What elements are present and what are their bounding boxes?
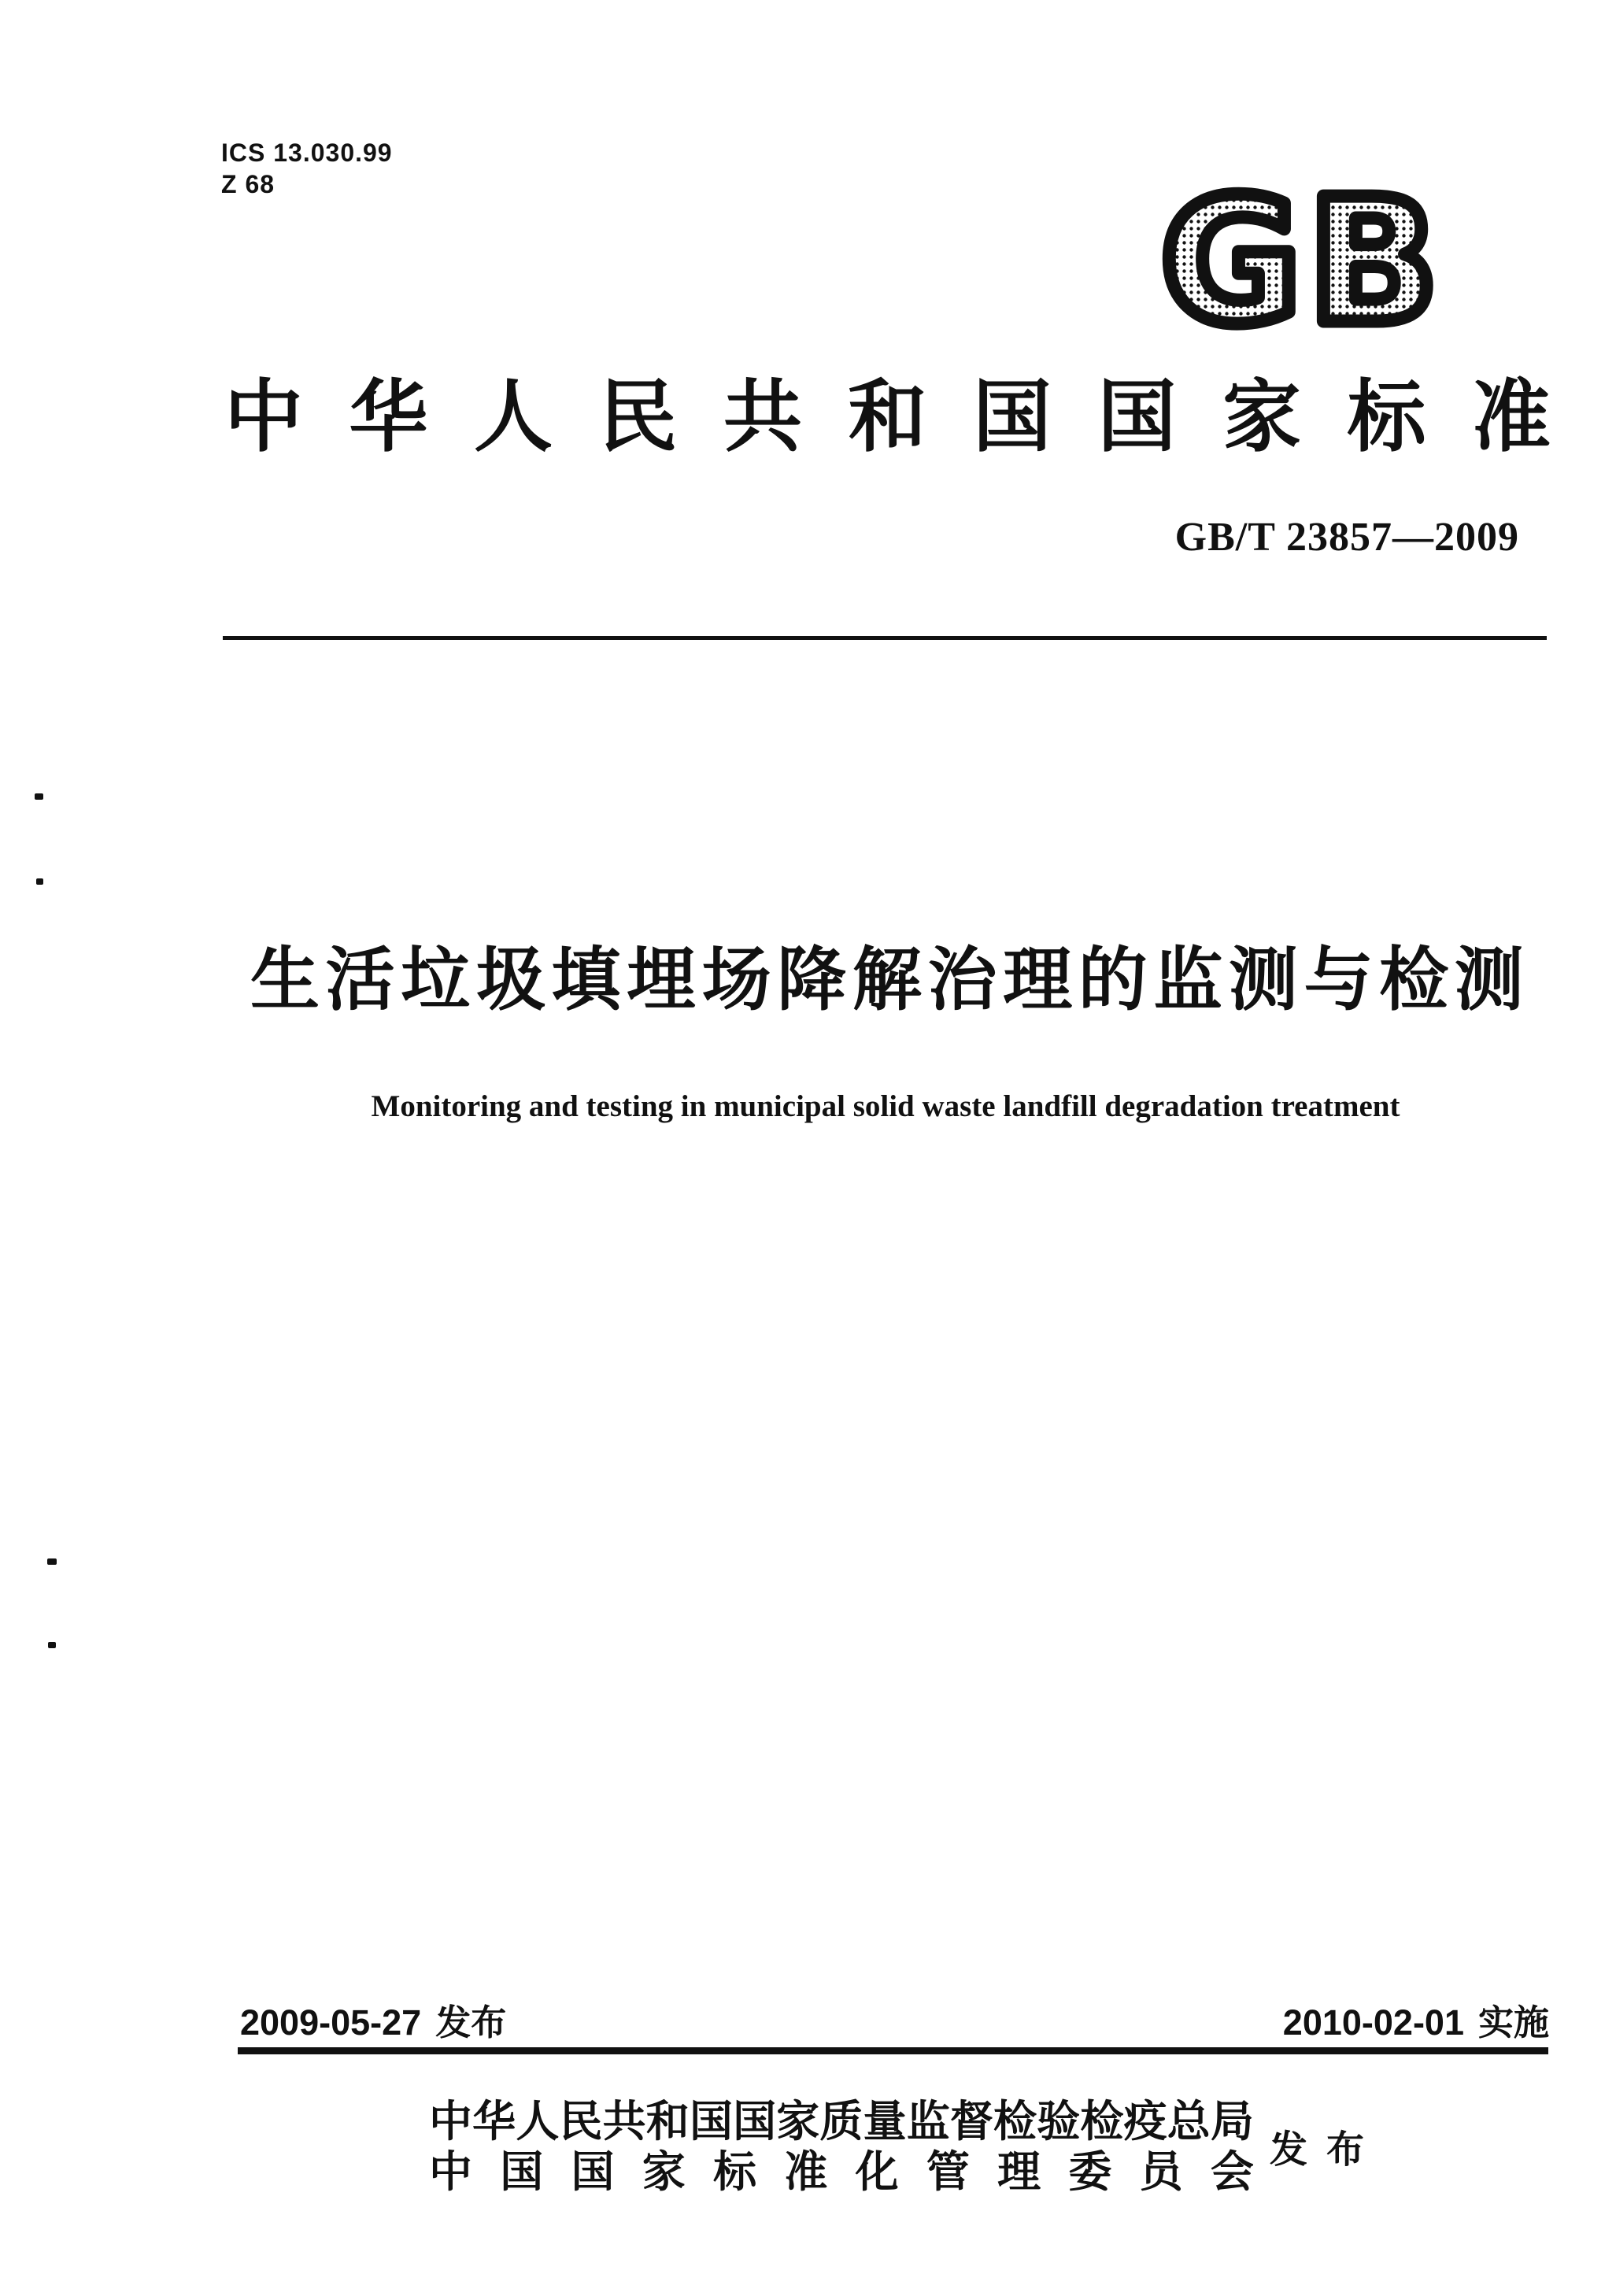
national-standard-header-title: 中 华 人 民 共 和 国 国 家 标 准	[224, 374, 1551, 461]
ics-code: ICS 13.030.99	[221, 139, 393, 167]
issuer-line-sac: 中 国 国 家 标 准 化 管 理 委 员 会	[429, 2148, 1254, 2196]
doc-class-code: Z 68	[221, 170, 275, 198]
issuer-line-aqsiq: 中 华 人 民 共 和 国 国 家 质 量 监 督 检 验 检 疫 总 局	[429, 2098, 1254, 2146]
issue-date: 2009-05-27	[240, 2002, 422, 2043]
published-by-label: 发 布	[1270, 2129, 1364, 2171]
standard-title-english: Monitoring and testing in municipal solid waste landfill degradation treatment	[371, 1089, 1400, 1123]
implement-date: 2010-02-01	[1282, 2002, 1464, 2043]
scan-artifact-speck	[36, 878, 43, 885]
implement-date-row	[1283, 2003, 1549, 2043]
scan-artifact-speck	[35, 793, 43, 800]
scan-artifact-speck	[48, 1642, 56, 1648]
gb-logo-text: GB	[1160, 163, 1445, 354]
footer-divider-rule	[238, 2047, 1548, 2054]
standard-number: GB/T 23857—2009	[1174, 515, 1519, 560]
issue-date-row	[240, 2003, 506, 2043]
header-divider-rule	[223, 636, 1547, 640]
issue-date-label: 发布	[435, 2002, 507, 2043]
standard-title-chinese: 生 活 垃 圾 填 埋 场 降 解 治 理 的 监 测 与 检 测	[250, 941, 1524, 1019]
ics-classification-block	[221, 137, 393, 200]
scan-artifact-speck	[47, 1558, 57, 1565]
implement-date-label: 实施	[1477, 2002, 1549, 2043]
gb-logo-icon	[1145, 161, 1460, 354]
